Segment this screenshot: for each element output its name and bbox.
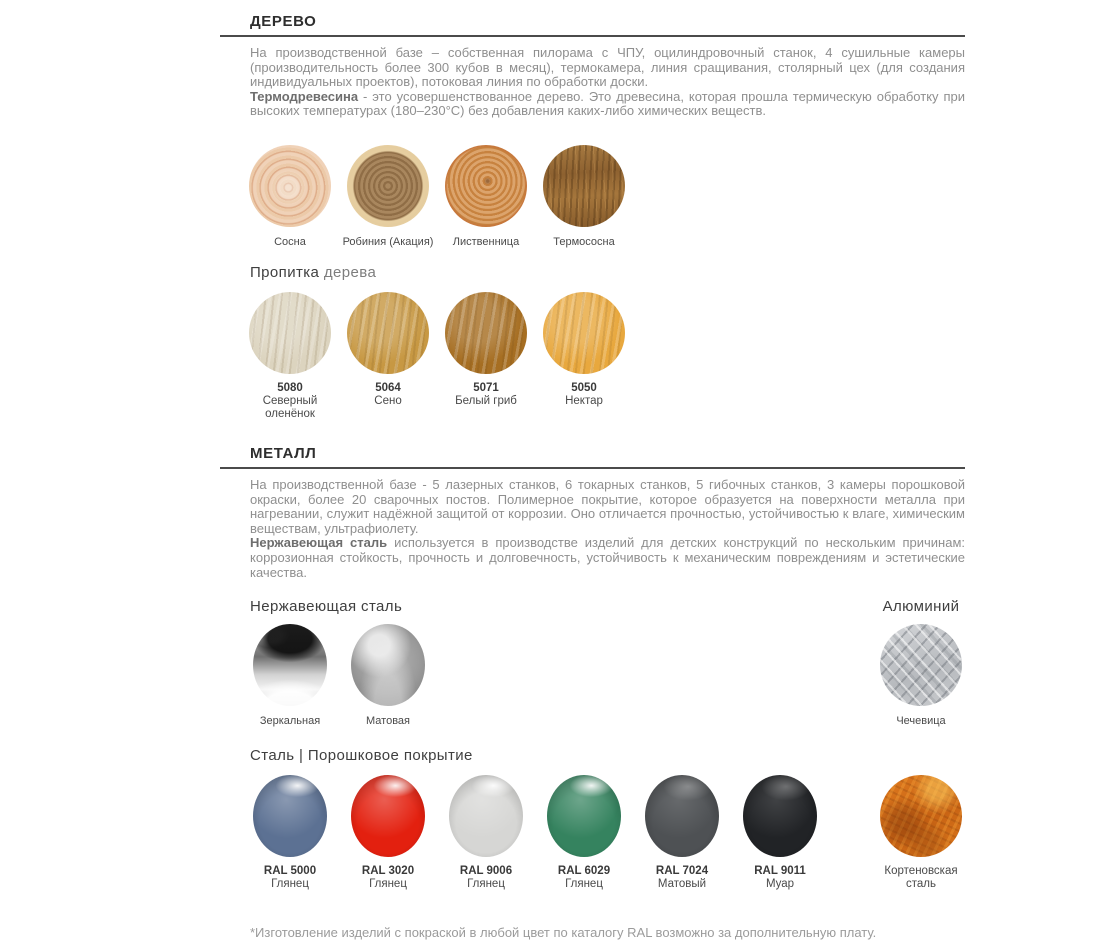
wood-species-item [446, 145, 526, 248]
ral-label [536, 865, 632, 891]
metal-subheadings [250, 598, 965, 615]
impregnation-name: Белый гриб [455, 394, 517, 407]
wood-species-label: Термососна [553, 235, 615, 248]
wood-species-item [544, 145, 624, 248]
wood-species-item [342, 145, 434, 248]
ral-code: RAL 7024 [655, 865, 709, 878]
ral-finish: Матовый [657, 878, 707, 891]
impregnation-swatch-5071 [445, 292, 527, 374]
impregnation-code: 5080 [277, 381, 303, 394]
ral-colors-row [250, 775, 965, 891]
stainless-finish-label: Зеркальная [259, 715, 321, 728]
wood-sample-thermopine [543, 145, 625, 227]
metal-section-divider [220, 467, 965, 469]
wood-species-row [250, 145, 965, 248]
impregnation-heading-main: Пропитка [250, 263, 320, 281]
impregnation-name: Сено [374, 394, 402, 407]
corten-steel-swatch [880, 775, 962, 857]
ral-code: RAL 9011 [754, 865, 806, 878]
corten-name: Кортеновская сталь [884, 865, 958, 891]
wood-sample-pine [249, 145, 331, 227]
ral-3020-swatch [351, 775, 425, 857]
corten-label [873, 865, 969, 891]
ral-code: RAL 5000 [263, 865, 317, 878]
metal-section [250, 445, 965, 891]
stainless-finish-item [348, 624, 428, 727]
wood-sample-robinia [347, 145, 429, 227]
aluminum-checker-plate-sample [880, 624, 962, 706]
stainless-text: используется в производстве изделий для детских конструкций по нескольким причинам: коррозионная стойкость, прочность и долговечность, устойчивость к механическим повреждениям и эстетические качества. [250, 535, 965, 580]
ral-9006-swatch [449, 775, 523, 857]
wood-species-item [250, 145, 330, 248]
impregnation-item [446, 292, 526, 408]
thermowood-lead: Термодревесина [250, 88, 359, 104]
impregnation-label [242, 382, 338, 421]
metal-intro-paragraph [250, 478, 965, 580]
impregnation-label [340, 382, 436, 408]
wood-sample-larch [445, 145, 527, 227]
powder-coating-heading: Сталь | Порошковое покрытие [250, 747, 473, 765]
aluminum-item [877, 624, 965, 727]
impregnation-name: Северный оленёнок [262, 394, 318, 420]
ral-color-item [348, 775, 428, 891]
impregnation-code: 5050 [571, 381, 597, 394]
wood-section-title: ДЕРЕВО [250, 13, 317, 30]
ral-finish: Глянец [565, 878, 603, 891]
ral-7024-swatch [645, 775, 719, 857]
stainless-mirror-sample [253, 624, 327, 706]
ral-color-item [250, 775, 330, 891]
stainless-heading: Нержавеющая сталь [250, 598, 403, 616]
ral-label [634, 865, 730, 891]
impregnation-code: 5071 [473, 381, 499, 394]
impregnation-heading-sub: дерева [323, 263, 377, 281]
stainless-finish-item [250, 624, 330, 727]
ral-finish: Глянец [467, 878, 505, 891]
stainless-matte-sample [351, 624, 425, 706]
impregnation-item [544, 292, 624, 408]
stainless-row [250, 624, 965, 727]
wood-species-label: Сосна [274, 235, 306, 248]
ral-label [438, 865, 534, 891]
wood-species-label: Лиственница [452, 235, 520, 248]
wood-intro-paragraph [250, 46, 965, 119]
ral-finish: Глянец [271, 878, 309, 891]
wood-species-label: Робиния (Акация) [342, 235, 434, 248]
ral-5000-swatch [253, 775, 327, 857]
impregnation-heading [250, 264, 965, 281]
impregnation-label [536, 382, 632, 408]
ral-color-item [740, 775, 820, 891]
stainless-finish-label: Матовая [366, 715, 410, 728]
impregnation-code: 5064 [375, 381, 401, 394]
impregnation-swatch-5064 [347, 292, 429, 374]
wood-intro-text: На производственной базе – собственная пилорама с ЧПУ, оцилиндровочный станок, 4 сушильные камеры (производительность более 300 кубов в месяц), термокамера, линия сращивания, столярный цех (для создания индивидуальных проектов), потоковая линия по обработки доски. [250, 45, 965, 90]
ral-9011-swatch [743, 775, 817, 857]
impregnation-swatch-5050 [543, 292, 625, 374]
ral-color-item [642, 775, 722, 891]
aluminum-heading: Алюминий [882, 598, 960, 616]
stainless-lead: Нержавеющая сталь [250, 535, 388, 551]
ral-color-item [446, 775, 526, 891]
ral-finish: Глянец [369, 878, 407, 891]
thermowood-text: - это усовершенствованное дерево. Это древесина, которая прошла термическую обработку при высоких температурах (180–230°С) без добавления каких-либо химических веществ. [250, 88, 965, 119]
impregnation-swatch-5080 [249, 292, 331, 374]
ral-label [732, 865, 828, 891]
ral-code: RAL 3020 [361, 865, 415, 878]
wood-section-divider [220, 35, 965, 37]
ral-code: RAL 9006 [459, 865, 513, 878]
impregnation-row [250, 292, 965, 421]
ral-code: RAL 6029 [557, 865, 611, 878]
impregnation-item [348, 292, 428, 408]
impregnation-item [250, 292, 330, 421]
impregnation-label [438, 382, 534, 408]
metal-section-title: МЕТАЛЛ [250, 444, 317, 462]
ral-footnote: *Изготовление изделий с покраской в любой цвет по каталогу RAL возможно за дополнительную плату. [250, 925, 877, 940]
metal-intro-text: На производственной базе - 5 лазерных станков, 6 токарных станков, 5 гибочных станков, 3 камеры порошковой окраски, более 20 сварочных постов. Полимерное покрытие, которое образуется на поверхности металла при нагревании, служит надёжной защитой от коррозии. Оно отличается прочностью, устойчивостью к влаге, химическим веществам, ультрафиолету. [250, 476, 965, 536]
aluminum-finish-label: Чечевица [896, 715, 946, 728]
ral-label [242, 865, 338, 891]
ral-label [340, 865, 436, 891]
ral-color-item [544, 775, 624, 891]
impregnation-name: Нектар [565, 394, 603, 407]
ral-6029-swatch [547, 775, 621, 857]
ral-finish: Муар [765, 878, 795, 891]
page-content [250, 0, 965, 940]
corten-item [877, 775, 965, 891]
